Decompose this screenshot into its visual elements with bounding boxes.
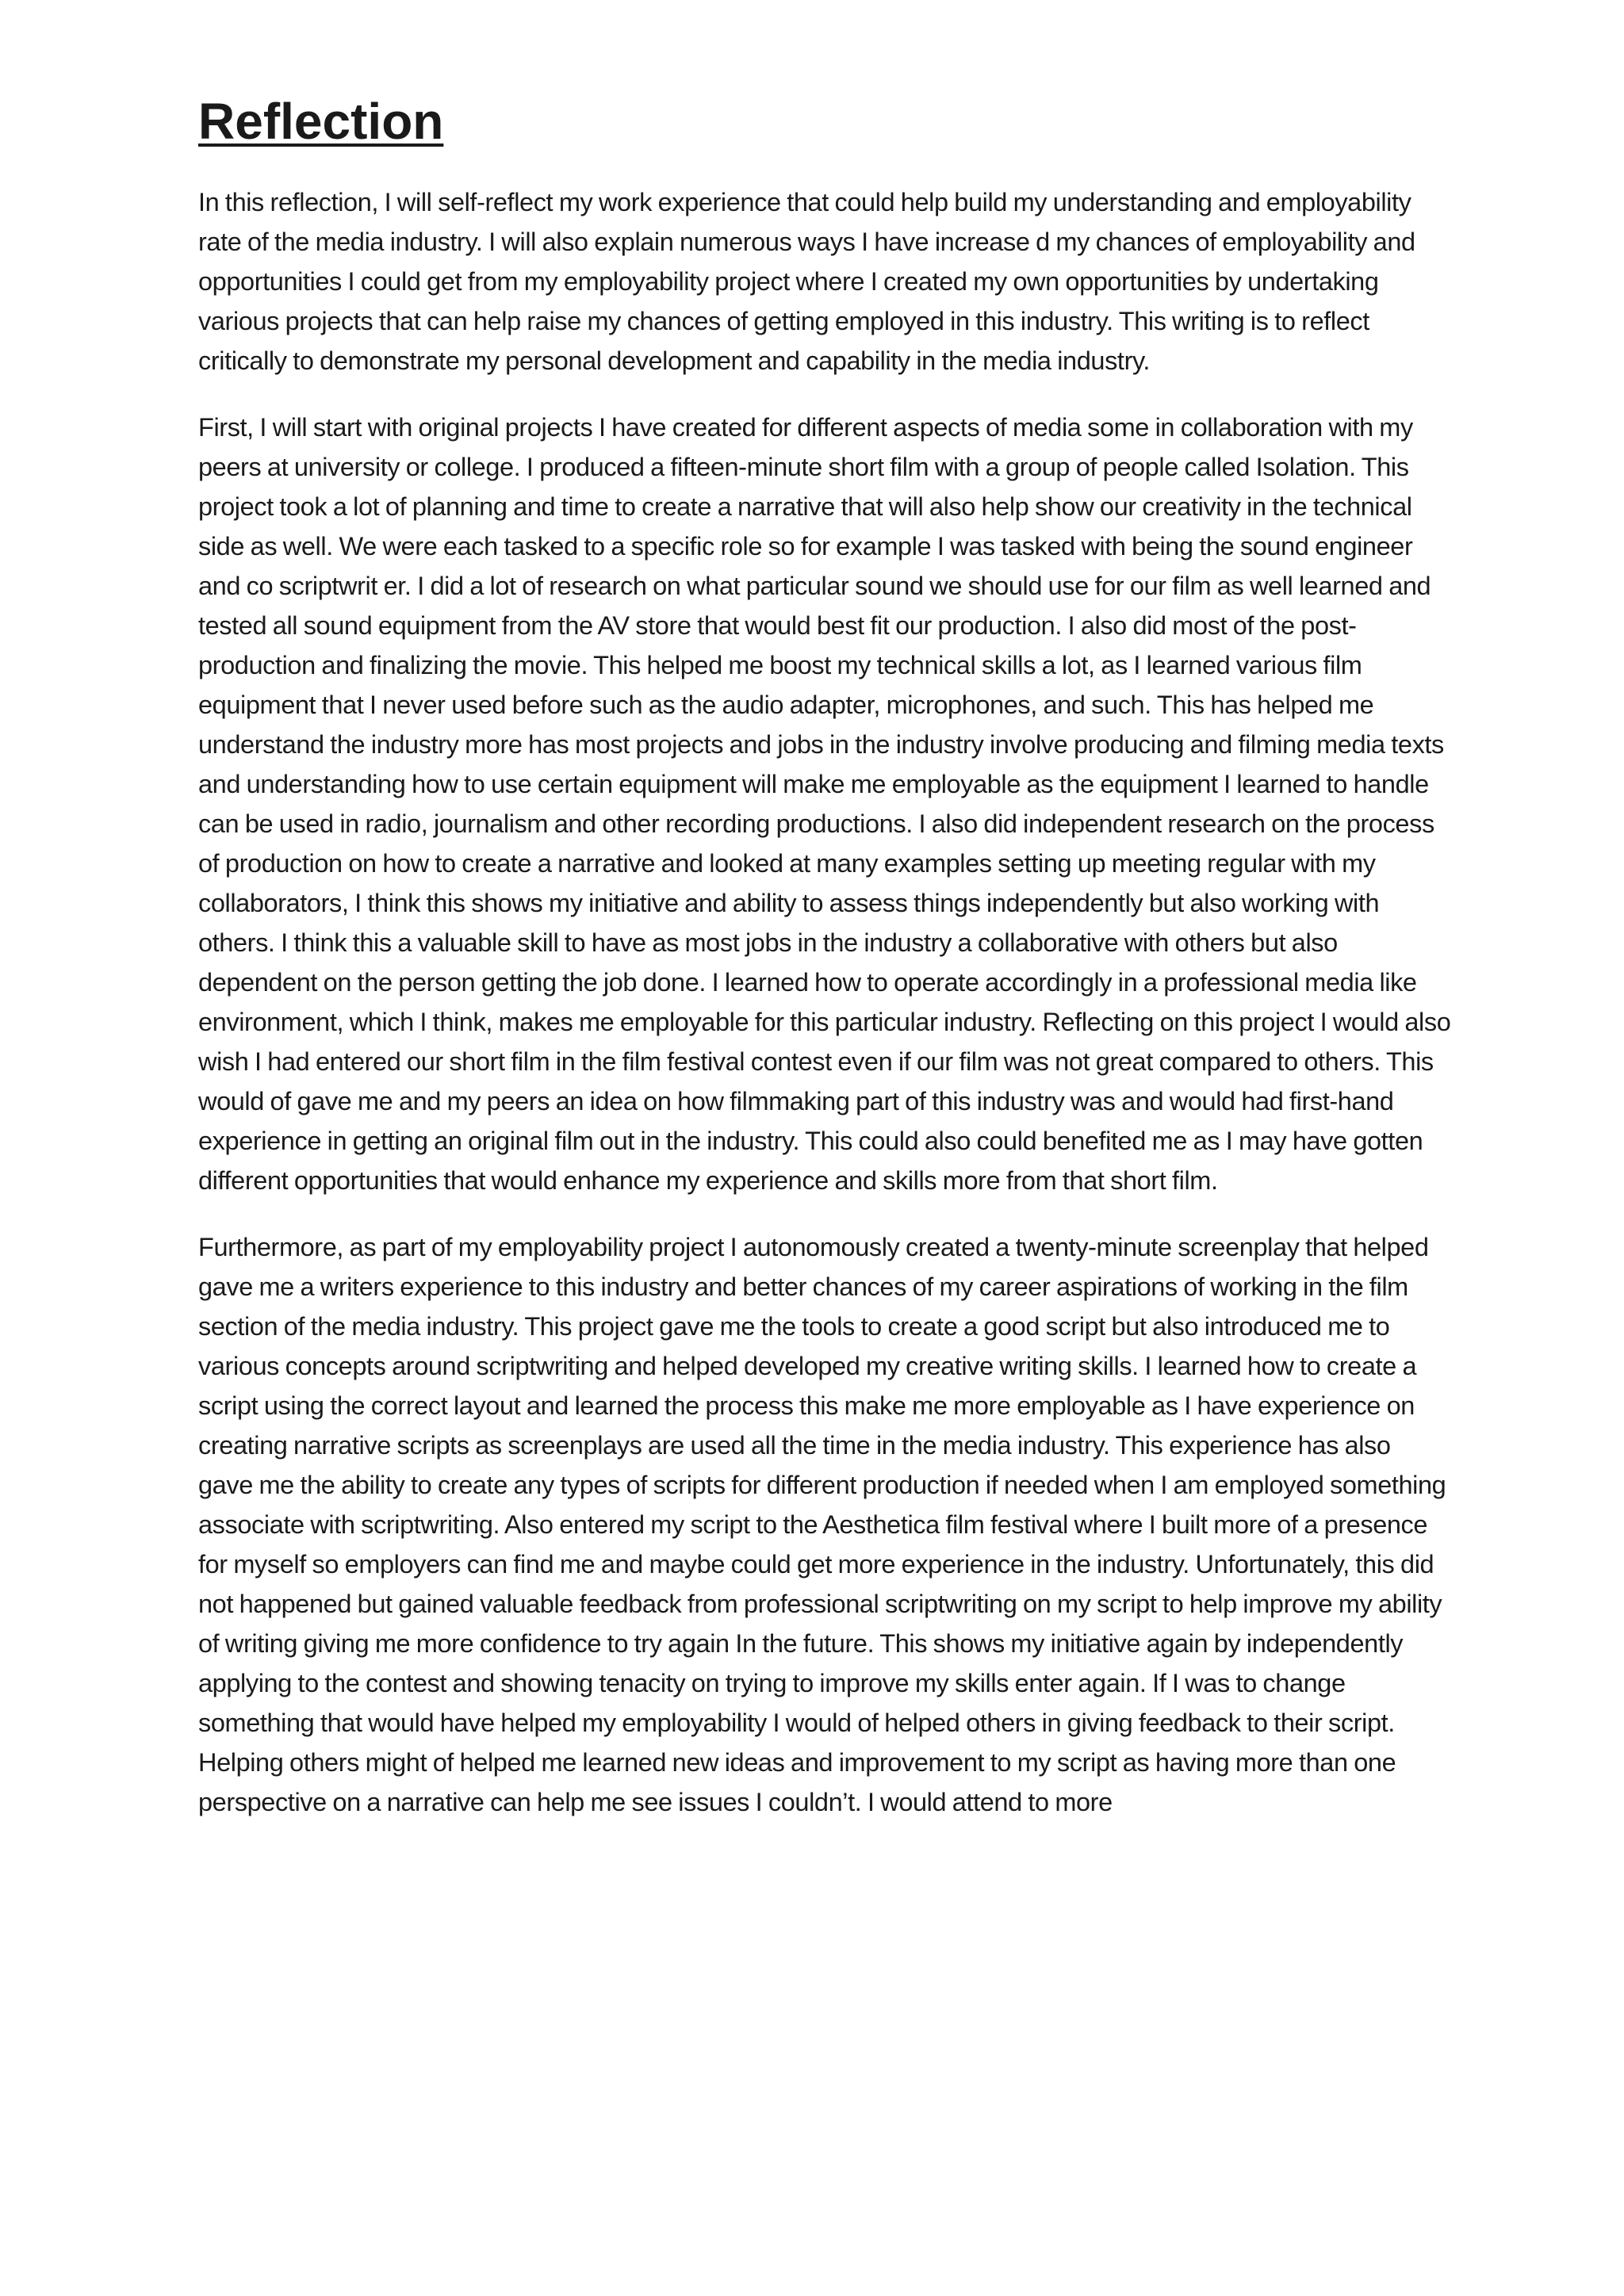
paragraph-intro: In this reflection, I will self-reflect my work experience that could help build my understanding and employability rate of the media industry. I will also explain numerous ways I have increase d my chances of employability and opportunities I could get from my employability project where I created my own opportunities by undertaking various projects that can help raise my chances of getting employed in this industry. This writing is to reflect critically to demonstrate my personal development and capability in the media industry. (198, 188, 1415, 376)
paragraph-original-projects: First, I will start with original projects I have created for different aspects of media some in collaboration with my peers at university or college. I produced a fifteen-minute short film with a group of people called Isolation. This project took a lot of planning and time to create a narrative that will also help show our creativity in the technical side as well. We were each tasked to a specific role so for example I was tasked with being the sound engineer and co scriptwrit er. I did a lot of research on what particular sound we should use for our film as well learned and tested all sound equipment from the AV store that would best fit our production. I also did most of the post-production and finalizing the movie. This helped me boost my technical skills a lot, as I learned various film equipment that I never used before such as the audio adapter, microphones, and such. This has helped me understand the industry more has most projects and jobs in the industry involve producing and filming media texts and understanding how to use certain equipment will make me employable as the equipment I learned to handle can be used in radio, journalism and other recording productions. I also did independent research on the process of production on how to create a narrative and looked at many examples setting up meeting regular with my collaborators, I think this shows my initiative and ability to assess things independently but also working with others. I think this a valuable skill to have as most jobs in the industry a collaborative with others but also dependent on the person getting the job done. I learned how to operate accordingly in a professional media like environment, which I think, makes me employable for this particular industry. Reflecting on this project I would also wish I had entered our short film in the film festival contest even if our film was not great compared to others. This would of gave me and my peers an idea on how filmmaking part of this industry was and would had first-hand experience in getting an original film out in the industry. This could also could benefited me as I may have gotten different opportunities that would enhance my experience and skills more from that short film. (198, 413, 1451, 1196)
page-title: Reflection (198, 93, 444, 150)
document-page (198, 94, 1451, 1849)
paragraph-screenplay: Furthermore, as part of my employability project I autonomously created a twenty-minute screenplay that helped gave me a writers experience to this industry and better chances of my career aspirations of working in the film section of the media industry. This project gave me the tools to create a good script but also introduced me to various concepts around scriptwriting and helped developed my creative writing skills. I learned how to create a script using the correct layout and learned the process this make me more employable as I have experience on creating narrative scripts as screenplays are used all the time in the media industry. This experience has also gave me the ability to create any types of scripts for different production if needed when I am employed something associate with scriptwriting. Also entered my script to the Aesthetica film festival where I built more of a presence for myself so employers can find me and maybe could get more experience in the industry. Unfortunately, this did not happened but gained valuable feedback from professional scriptwriting on my script to help improve my ability of writing giving me more confidence to try again In the future. This shows my initiative again by independently applying to the contest and showing tenacity on trying to improve my skills enter again. If I was to change something that would have helped my employability I would of helped others in giving feedback to their script. Helping others might of helped me learned new ideas and improvement to my script as having more than one perspective on a narrative can help me see issues I couldn’t. I would attend to more (198, 1233, 1446, 1817)
